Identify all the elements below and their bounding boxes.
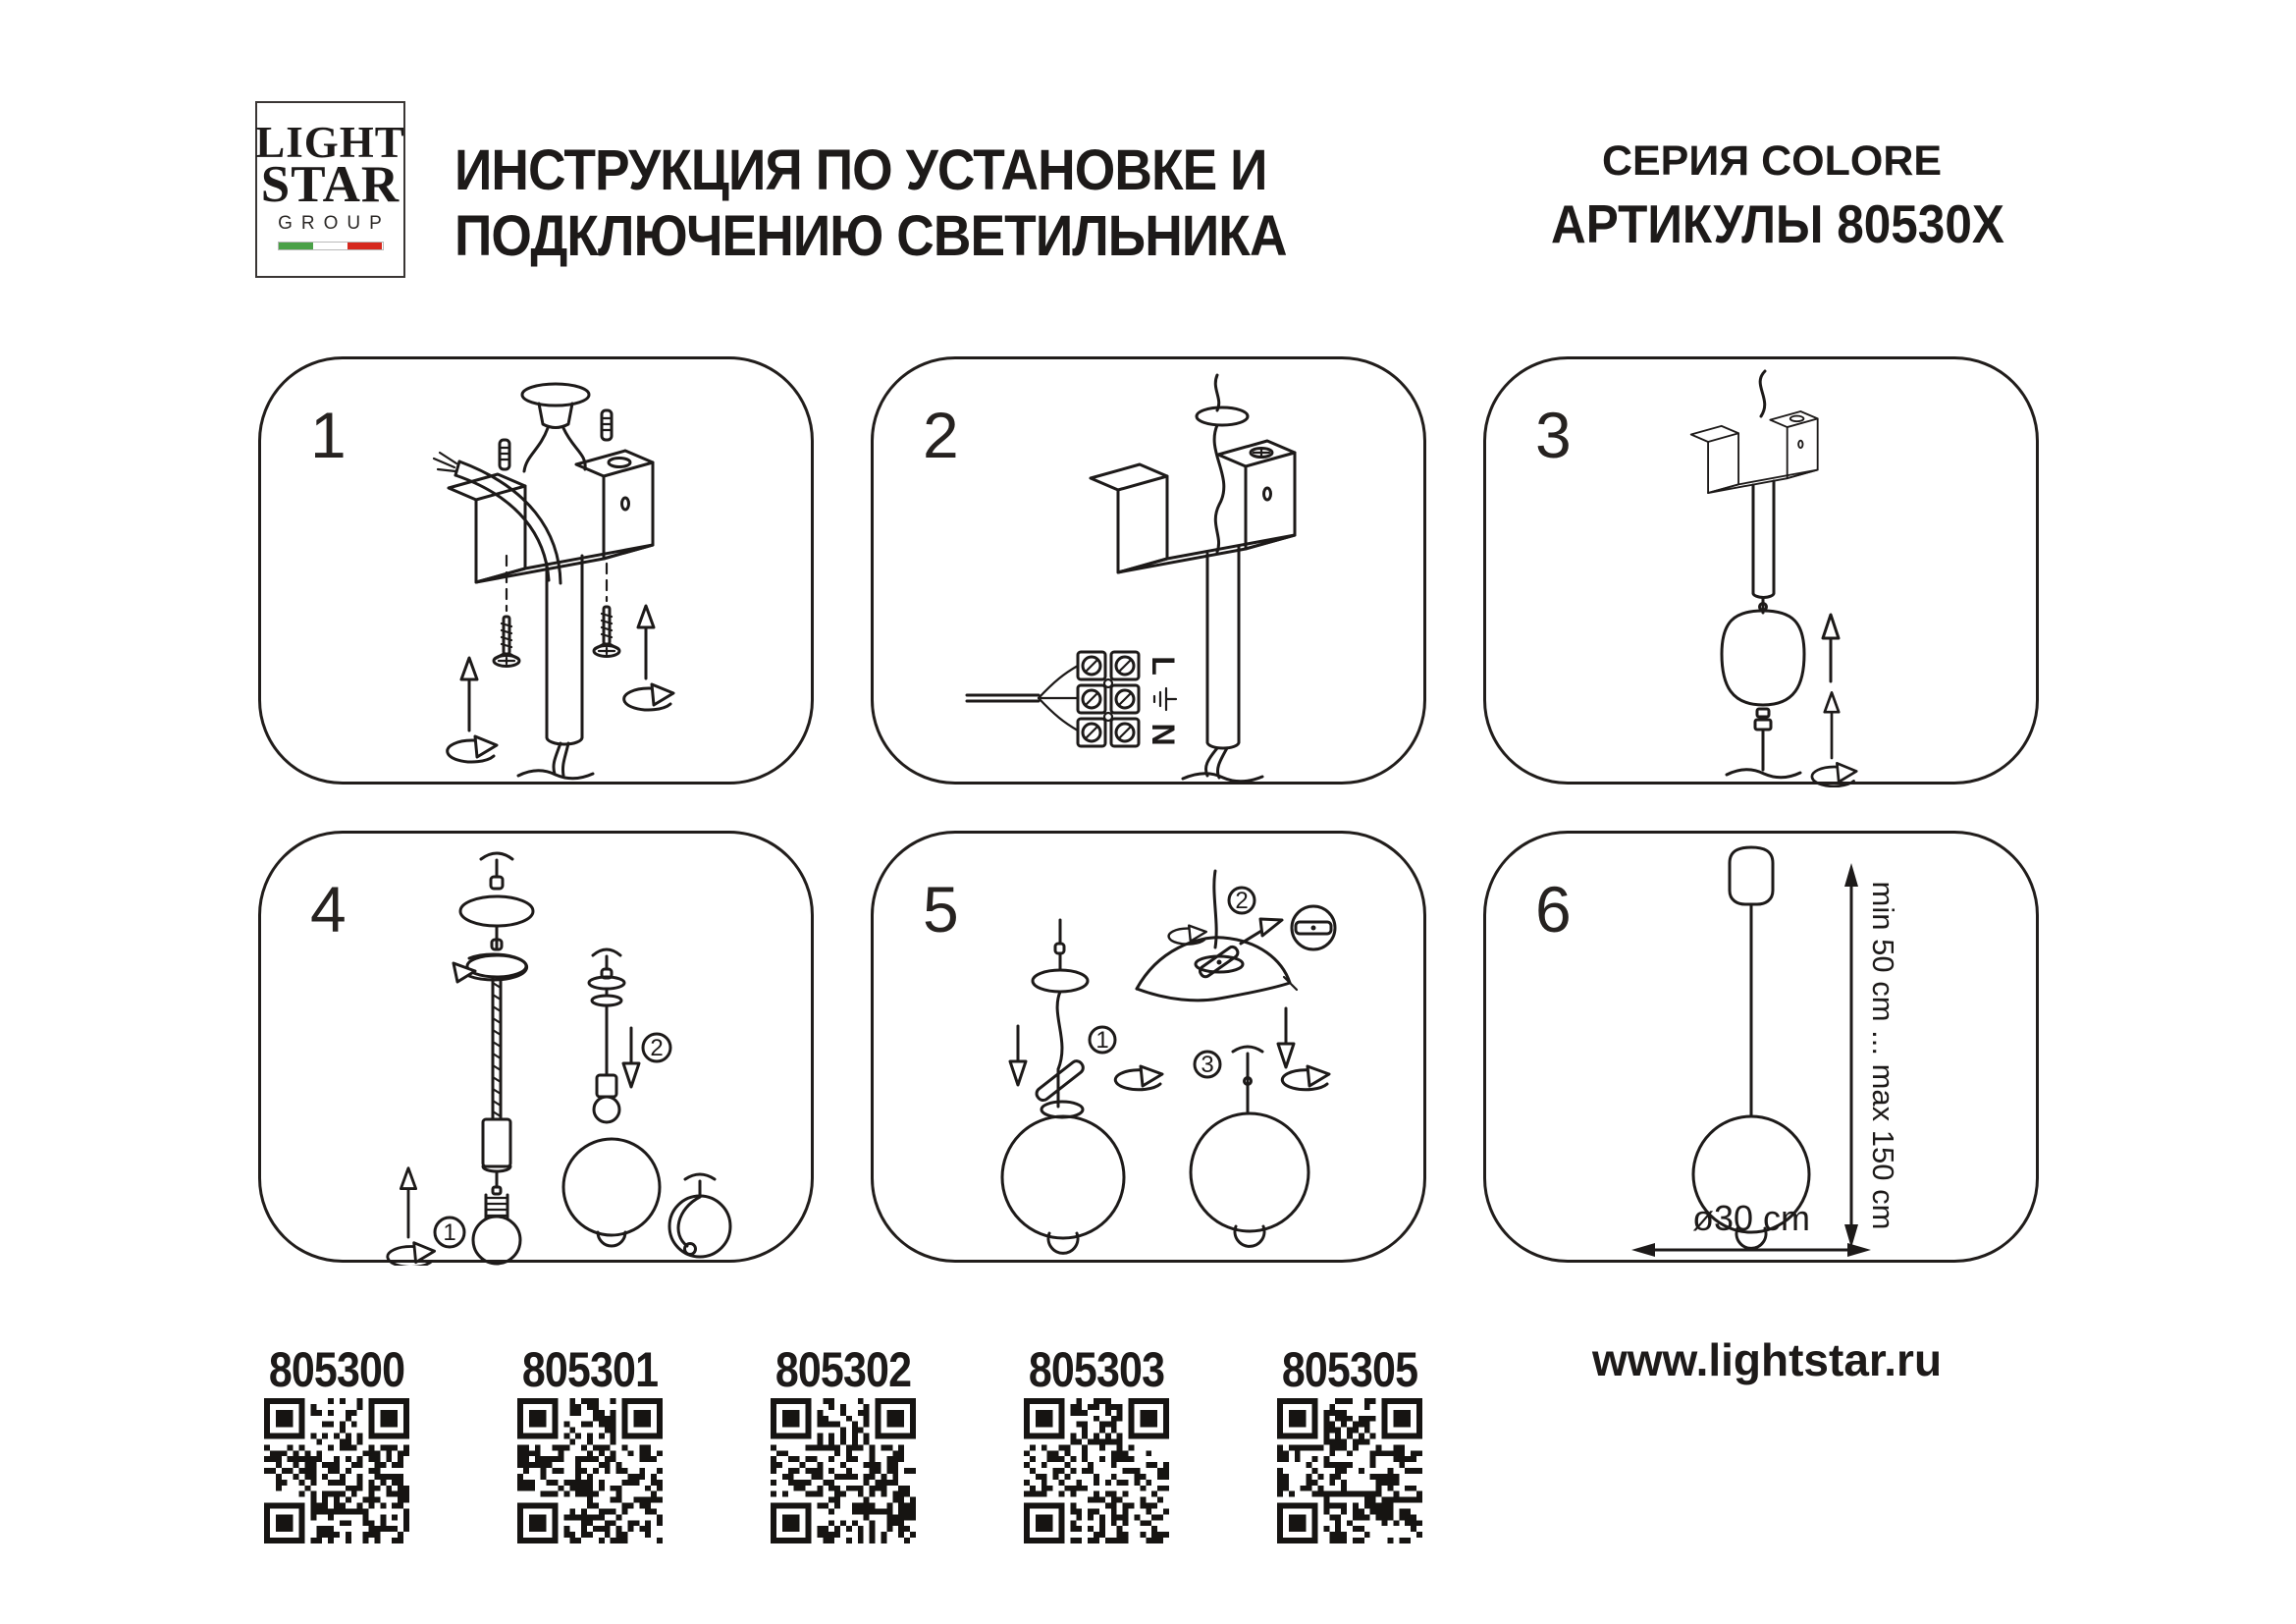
step2-drawing [874, 359, 1429, 787]
flag-white-stripe [313, 243, 347, 249]
step5-badge-1: 1 [1095, 1027, 1109, 1054]
step5-badge-2: 2 [1235, 888, 1249, 914]
italy-flag-icon [278, 242, 384, 250]
detail-pointer-arrow [1241, 919, 1282, 944]
step-panel-3 [1483, 356, 2039, 785]
logo-word-group: GROUP [278, 212, 391, 234]
suspension-tube-drawing [1183, 546, 1262, 782]
step-number-1: 1 [310, 399, 347, 471]
twist-arrow-icon [1115, 1066, 1162, 1090]
article-number: 805303 [1028, 1342, 1165, 1397]
step4-badge-1: 1 [443, 1219, 456, 1246]
small-suspension-drawing [589, 949, 624, 1122]
diameter-dimension-arrow [1631, 1243, 1871, 1257]
article-number: 805301 [521, 1342, 659, 1397]
terminal-label-neutral: N [1146, 723, 1181, 746]
twist-arrow-icon [1282, 1066, 1329, 1090]
step6-drawing [1486, 834, 2042, 1266]
height-dimension-arrow [1844, 863, 1858, 1248]
step-panel-1 [258, 356, 814, 785]
canopy-dome-drawing [1722, 611, 1804, 705]
flag-green-stripe [279, 243, 313, 249]
step4-badge-2: 2 [650, 1035, 664, 1061]
suspension-tube-drawing [518, 556, 593, 779]
step5-badge-3: 3 [1201, 1052, 1214, 1078]
step-panel-4 [258, 831, 814, 1263]
step4-drawing [261, 834, 817, 1266]
fork-cable-drawing [967, 666, 1078, 731]
step-number-4: 4 [310, 873, 347, 946]
suspension-tube-drawing [1753, 481, 1774, 613]
diameter-dimension-label: ø30 cm [1691, 1198, 1811, 1238]
cord-and-disc-drawing [1033, 920, 1088, 1107]
logo-word-star: STAR [260, 155, 400, 213]
down-arrow-icon [1010, 1026, 1026, 1085]
wall-anchor-icon [500, 440, 509, 469]
down-arrow-icon [1278, 1008, 1294, 1067]
step-panel-5 [871, 831, 1426, 1263]
page-title-line2: ПОДКЛЮЧЕНИЮ СВЕТИЛЬНИКА [454, 204, 1287, 268]
globe-with-cord-drawing [669, 1174, 730, 1257]
page-title-line1: ИНСТРУКЦИЯ ПО УСТАНОВКЕ И [454, 138, 1267, 202]
mounting-bracket-drawing [1091, 441, 1295, 572]
mounting-bracket-drawing [1691, 411, 1818, 493]
step5-drawing [874, 834, 1429, 1266]
earth-ground-icon [1154, 688, 1176, 710]
twist-up-arrow-icon [624, 606, 673, 710]
step1-drawing [261, 359, 817, 787]
ceiling-cup-icon [522, 384, 589, 471]
glass-globe-drawing [563, 1139, 660, 1246]
glass-globe-drawing [1002, 1116, 1124, 1253]
suspension-assembly-drawing [454, 853, 533, 1187]
qr-code [771, 1398, 916, 1543]
cord-connector-drawing [1727, 709, 1800, 778]
step-number-3: 3 [1535, 399, 1572, 471]
shade-top-detail-drawing [1137, 871, 1297, 1001]
ceiling-wire-drawing [1760, 371, 1765, 416]
qr-code [1024, 1398, 1169, 1543]
light-bulb-drawing [473, 1187, 520, 1264]
twist-up-arrow-icon [388, 1168, 435, 1266]
lightstar-logo [255, 101, 405, 278]
twist-arrow-icon [1169, 926, 1206, 945]
terminal-label-line: L [1146, 656, 1181, 676]
step-panel-2 [871, 356, 1426, 785]
qr-code [264, 1398, 409, 1543]
supply-cable-drawing [434, 453, 561, 583]
terminal-block-drawing [1078, 652, 1139, 746]
article-number: 805302 [774, 1342, 912, 1397]
screw-icon [594, 607, 619, 657]
step-panel-6 [1483, 831, 2039, 1263]
qr-code [517, 1398, 663, 1543]
qr-code [1277, 1398, 1422, 1543]
article-number: 805300 [268, 1342, 405, 1397]
flag-red-stripe [347, 243, 382, 249]
step3-drawing [1486, 359, 2042, 787]
article-number: 805305 [1281, 1342, 1418, 1397]
slot-detail-circle [1292, 906, 1335, 949]
website-url: www.lightstar.ru [1591, 1334, 1943, 1385]
step-number-5: 5 [923, 873, 959, 946]
down-arrow-icon [623, 1028, 639, 1087]
up-arrow-icon [1823, 615, 1839, 681]
wall-anchor-icon [602, 410, 612, 440]
height-dimension-label: min 50 cm ... max 150 cm [1866, 881, 1900, 1230]
screw-icon [494, 617, 519, 667]
logo-word-light: LIGHT [255, 118, 405, 167]
twist-up-arrow-icon [1812, 692, 1856, 785]
twist-up-arrow-icon [448, 658, 497, 762]
articles-title: АРТИКУЛЫ 80530X [1551, 193, 2004, 254]
step-number-2: 2 [923, 399, 959, 471]
series-label: СЕРИЯ COLORE [1601, 137, 1943, 185]
finished-lamp-drawing [1693, 847, 1809, 1248]
step-number-6: 6 [1535, 873, 1572, 946]
